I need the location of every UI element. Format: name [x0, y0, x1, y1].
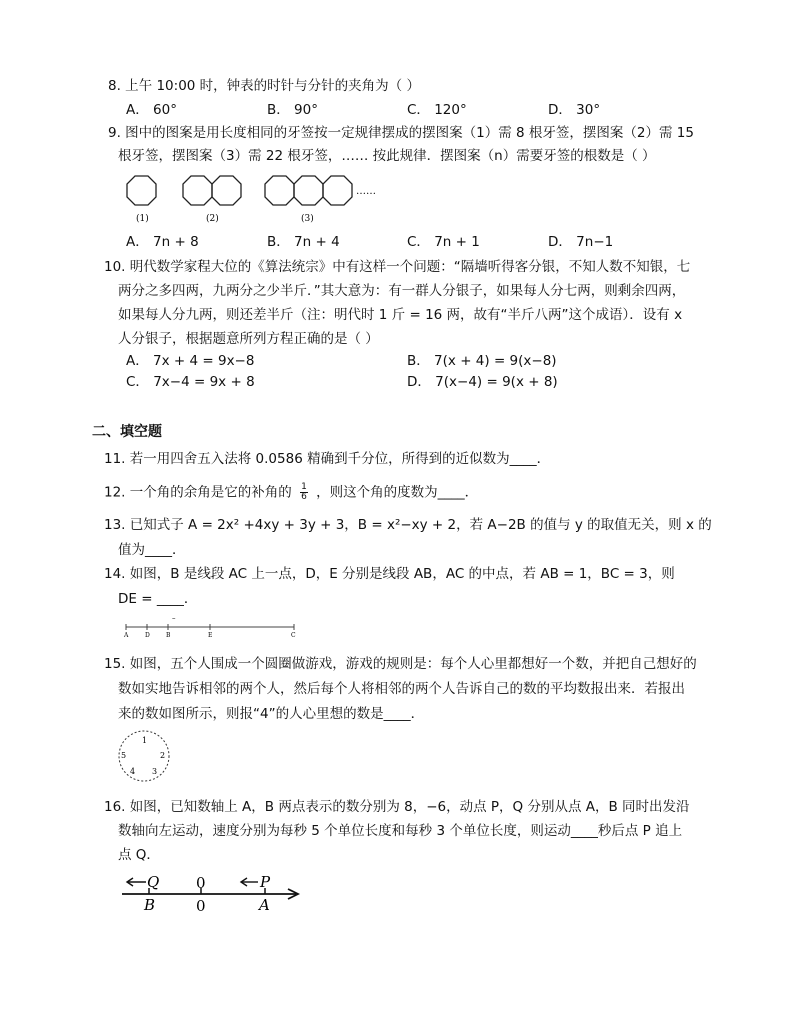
q14-label-d: D: [145, 632, 150, 639]
q16-line-2: 数轴向左运动，速度分别为每秒 5 个单位长度和每秒 3 个单位长度，则运动____秒后点 P 追上: [118, 823, 683, 839]
q10-option-b: B． 7(x + 4) = 9(x−8): [407, 353, 557, 369]
q12-fraction-numerator: 1: [301, 482, 307, 492]
q10-option-c: C． 7x−4 = 9x + 8: [126, 374, 255, 390]
q16-label-a: A: [259, 896, 270, 914]
q9-option-c: C． 7n + 1: [407, 234, 480, 250]
q15-line-1: 15. 如图，五个人围成一个圆圈做游戏，游戏的规则是：每个人心里都想好一个数，并把自己想好的: [104, 656, 697, 672]
q16-label-0-top: 0: [196, 874, 206, 892]
q15-number-4: 4: [130, 767, 136, 776]
q16-label-p: P: [260, 873, 271, 891]
q9-octagon-figure: [120, 170, 390, 226]
q8-option-b: B． 90°: [267, 102, 318, 118]
q14-mark: –: [172, 614, 176, 622]
q13-line-2: 值为____．: [118, 542, 186, 558]
q9-label-1: (1): [136, 214, 149, 224]
q16-label-q: Q: [147, 873, 160, 891]
q9-option-b: B． 7n + 4: [267, 234, 340, 250]
q10-option-d: D． 7(x−4) = 9(x + 8): [407, 374, 558, 390]
q16-label-0-bottom: 0: [196, 897, 206, 914]
q14-line-1: 14. 如图，B 是线段 AC 上一点，D，E 分别是线段 AB，AC 的中点，若 AB = 1，BC = 3，则: [104, 566, 675, 582]
q15-line-3: 来的数如图所示，则报“4”的人心里想的数是____．: [118, 706, 425, 722]
q15-number-1: 1: [142, 736, 148, 745]
q15-number-5: 5: [121, 751, 127, 760]
q15-line-2: 数如实地告诉相邻的两个人，然后每个人将相邻的两个人告诉自己的数的平均数报出来．若报出: [118, 681, 685, 697]
q10-line-3: 如果每人分九两，则还差半斤（注：明代时 1 斤 = 16 两，故有“半斤八两”这个成语）．设有 x: [118, 307, 683, 323]
q10-line-4: 人分银子，根据题意所列方程正确的是（ ）: [118, 331, 379, 347]
q12-text-before: 12. 一个角的余角是它的补角的: [104, 484, 292, 501]
q8-stem: 8. 上午 10:00 时，钟表的时针与分针的夹角为（ ）: [108, 78, 420, 94]
q10-line-2: 两分之多四两，九两分之少半斤．”其大意为：有一群人分银子，如果每人分七两，则剩余四两，: [118, 283, 686, 299]
q8-option-c: C． 120°: [407, 102, 467, 118]
q8-option-d: D． 30°: [548, 102, 601, 118]
q14-label-a: A: [124, 632, 129, 639]
section-title: 二、填空题: [92, 424, 162, 440]
q13-line-1: 13. 已知式子 A = 2x² +4xy + 3y + 3，B = x²−xy + 2，若 A−2B 的值与 y 的取值无关，则 x 的: [104, 517, 712, 533]
q12-text-after: ，则这个角的度数为____．: [316, 484, 479, 501]
q15-circle-figure: [116, 728, 172, 784]
q9-label-2: (2): [206, 214, 219, 224]
q15-number-2: 2: [160, 751, 166, 760]
q11-text: 11. 若一用四舍五入法将 0.0586 精确到千分位，所得到的近似数为____．: [104, 451, 551, 467]
q12-text: [104, 483, 478, 502]
q9-ellipsis: ……: [356, 186, 376, 197]
q9-label-3: (3): [301, 214, 314, 224]
q14-segment-figure: [118, 612, 308, 640]
q16-number-line-figure: [118, 868, 308, 914]
q15-number-3: 3: [152, 767, 158, 776]
q9-line-1: 9. 图中的图案是用长度相同的牙签按一定规律摆成的摆图案（1）需 8 根牙签，摆图案（2）需 15: [108, 125, 694, 141]
q14-label-e: E: [208, 632, 213, 639]
q16-line-1: 16. 如图，已知数轴上 A，B 两点表示的数分别为 8，−6，动点 P，Q 分别从点 A，B 同时出发沿: [104, 799, 690, 815]
q9-option-d: D． 7n−1: [548, 234, 614, 250]
q14-label-b: B: [166, 632, 171, 639]
q10-option-a: A． 7x + 4 = 9x−8: [126, 353, 255, 369]
q16-label-b: B: [144, 896, 156, 914]
q12-fraction-denominator: 6: [301, 492, 307, 502]
q8-option-a: A． 60°: [126, 102, 177, 118]
q10-line-1: 10. 明代数学家程大位的《算法统宗》中有这样一个问题：“隔墙听得客分银，不知人数不知银，七: [104, 259, 691, 275]
q16-line-3: 点 Q．: [118, 847, 160, 863]
q9-option-a: A． 7n + 8: [126, 234, 199, 250]
q12-fraction: [300, 483, 308, 502]
q14-label-c: C: [291, 632, 296, 639]
q9-line-2: 根牙签，摆图案（3）需 22 根牙签，…… 按此规律．摆图案（n）需要牙签的根数是（ ）: [118, 148, 656, 164]
q14-line-2: DE = ____．: [118, 591, 198, 607]
